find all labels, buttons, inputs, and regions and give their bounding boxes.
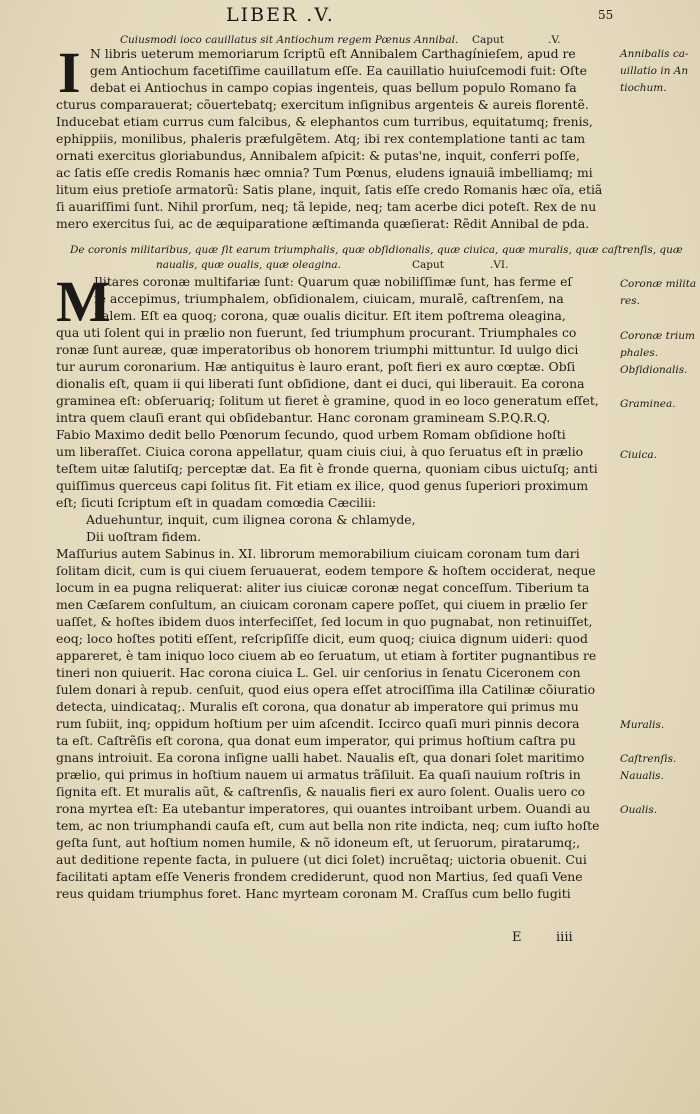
text-line: ac ſatis eſſe credis Romanis hæc omnia? Tum Pœnus, eludens ignauiã imbelliamq; mi (56, 165, 593, 180)
text-line: dionalis eſt, quam ii qui liberati ſunt obſidione, dant ei duci, qui liberauit. Ea corona (56, 376, 585, 391)
text-line: debat ei Antiochus in campo copias ingenteis, quas bellum populo Romano fa (90, 80, 577, 95)
text-line: ſi auariſſimi ſunt. Nihil prorſum, neq; tã lepide, neq; tam acerbe dici poteſt. Rex de nu (56, 199, 597, 214)
text-line: Maſſurius autem Sabinus in. XI. librorum memorabilium ciuicam coronam tum dari (56, 546, 580, 561)
text-line: Fabio Maximo dedit bello Pœnorum ſecundo, quod urbem Romam obſidione hoſti (56, 427, 566, 442)
text-line: cturus comparauerat; cõuertebatq; exercitum inſignibus argenteis & aureis florentẽ. (56, 97, 589, 112)
text-line: tem, ac non triumphandi cauſa eſt, cum aut bella non rite indicta, neq; cum iuſto hoſte (56, 818, 600, 833)
margin-note: Obſidionalis. (620, 364, 688, 376)
chapter-5-description: Cuiusmodi ioco cauillatus sit Antiochum regem Pœnus Annibal. (120, 34, 459, 46)
text-line: ſulem donari à repub. cenſuit, quod eius opera eſſet atrociſſima illa Catilinæ cõiuratio (56, 682, 596, 697)
text-line: facilitati aptam eſſe Veneris frondem crediderunt, quod non Martius, ſed quaſi Vene (56, 869, 583, 884)
verse-line: Dii uoſtram fidem. (86, 529, 202, 544)
text-line: Ilitares coronæ multifariæ ſunt: Quarum quæ nobiliſſimæ ſunt, has ferme eſ (94, 274, 572, 289)
text-line: rum ſubiit, inq; oppidum hoſtium per uim aſcendit. Iccirco quaſi muri pinnis decora (56, 716, 580, 731)
chapter-5-initial: I (58, 40, 81, 105)
margin-note: Naualis. (620, 770, 664, 782)
text-line: graminea eſt: obſeruariq; ſolitum ut fieret è gramine, quod in eo loco generatum eſſet, (56, 393, 599, 408)
chapter-5-number: .V. (548, 34, 561, 46)
text-line: appareret, è tam iniquo loco ciuem ab eo ſeruatum, ut etiam à fortiter pugnantibus re (56, 648, 597, 663)
verse-line: Aduehuntur, inquit, cum ilignea corona & chlamyde, (86, 512, 416, 527)
margin-note: Muralis. (620, 719, 665, 731)
chapter-6-description-line2: naualis, quæ oualis, quæ oleagina. (156, 259, 341, 271)
chapter-6-body (56, 269, 612, 902)
text-line: men Cæſarem conſultum, an ciuicam coronam capere poſſet, qui ciuem in prælio ſer (56, 597, 588, 612)
running-head (0, 4, 700, 26)
text-line: ſignita eſt. Et muralis aũt, & caſtrenſis, & naualis fieri ex auro ſolent. Oualis uero co (56, 784, 586, 799)
margin-note: uillatio in An (620, 65, 689, 77)
text-line: rona myrtea eſt: Ea utebantur imperatores, qui ouantes introibant urbem. Ouandi au (56, 801, 591, 816)
text-line: geſta ſunt, aut hoſtium nomen humile, & nõ idoneum eſt, ut ſeruorum, piratarumq;, (56, 835, 581, 850)
margin-note: Caſtrenſis. (620, 753, 677, 765)
text-line: aut deditione repente facta, in puluere (ut dici ſolet) incruẽtaq; uictoria obuenit. Cui (56, 852, 587, 867)
margin-note: Annibalis ca- (620, 48, 689, 60)
text-line: mero exercitus ſui, ac de æquiparatione æſtimanda quæſierat: Rẽdit Annibal de pda. (56, 216, 590, 231)
text-line: prælio, qui primus in hoſtium nauem ui armatus trãſiluit. Ea quaſi nauium roſtris in (56, 767, 581, 782)
text-line: tineri non quiuerit. Hac corona ciuica L. Gel. uir cenſorius in ſenatu Ciceronem con (56, 665, 581, 680)
text-line: eoq; loco hoſtes potiti eſſent, reſcripſiſſe dicit, eum quoq; ciuica dignum uideri: quod (56, 631, 588, 646)
text-line: detecta, uindicataq;. Muralis eſt corona, qua donatur ab imperatore qui primus mu (56, 699, 579, 714)
text-line: gnans introiuit. Ea corona inſigne ualli habet. Naualis eſt, qua donari ſolet maritimo (56, 750, 585, 765)
chapter-6-caput-label: Caput (412, 259, 444, 271)
margin-note: Graminea. (620, 398, 676, 410)
page-number: 55 (598, 8, 614, 22)
text-line: teſtem uitæ ſalutiſq; perceptæ dat. Ea fit è fronde querna, quoniam cibus uictuſq; anti (56, 461, 598, 476)
text-line: locum in ea pugna reliquerat: aliter ius ciuicæ coronæ negat conceſſum. Tiberium ta (56, 580, 590, 595)
margin-note: Coronæ trium (620, 330, 695, 342)
margin-note: Ciuica. (620, 449, 657, 461)
text-line: quiſſimus querceus capi ſolitus ſit. Fit etiam ex ilice, quod genus ſuperiori proximum (56, 478, 589, 493)
text-line: intra quem clauſi erant qui obſidebantur. Hanc coronam gramineam S.P.Q.R.Q. (56, 410, 551, 425)
text-line: tur aurum coronarium. Hæ antiquitus è lauro erant, poſt fieri ex auro cœptæ. Obſi (56, 359, 576, 374)
text-line: reus quidam triumphus foret. Hanc myrteam coronam M. Craſſus cum bello fugiti (56, 886, 571, 901)
text-line: ornati exercitus gloriabundus, Annibalem aſpicit: & putas'ne, inquit, conferri poſſe, (56, 148, 580, 163)
margin-note: res. (620, 295, 640, 307)
text-line: ephippiis, monilibus, phaleris præfulgẽtem. Atq; ibi rex contemplatione tanti ac tam (56, 131, 586, 146)
text-line: ronæ ſunt aureæ, quæ imperatoribus ob honorem triumphi mittuntur. Id uulgo dici (56, 342, 579, 357)
text-line: qua uti ſolent qui in prælio non fuerunt, ſed triumphum procurant. Triumphales co (56, 325, 577, 340)
text-line: um liberaſſet. Ciuica corona appellatur, quam ciuis ciui, à quo ſeruatus eſt in prælio (56, 444, 584, 459)
chapter-6-initial: M (56, 269, 111, 334)
margin-note: Oualis. (620, 804, 658, 816)
signature-leaf: iiii (556, 930, 573, 945)
margin-note: phales. (620, 347, 659, 359)
chapter-6-description-line1: De coronis militaribus, quæ ſit earum triumphalis, quæ obſidionalis, quæ ciuica, quæ muralis, quæ caſtrenſis, quæ (70, 244, 683, 256)
text-line: ta eſt. Caſtrẽſis eſt corona, qua donat eum imperator, qui primus hoſtium caſtra pu (56, 733, 576, 748)
text-line: Inducebat etiam currus cum falcibus, & elephantos cum turribus, equitatumq; frenis, (56, 114, 593, 129)
signature-mark: E (512, 930, 522, 945)
margin-note: Coronæ milita (620, 278, 697, 290)
text-line: ualem. Eſt ea quoq; corona, quæ oualis dicitur. Eſt item poſtrema oleagina, (94, 308, 566, 323)
margin-note: tiochum. (620, 82, 667, 94)
text-line: uaſſet, & hoſtes ibidem duos interfeciſſet, ſed locum in quo pugnabat, non retinuiſſet, (56, 614, 593, 629)
text-line: ſolitam dicit, cum is qui ciuem ſeruauerat, eodem tempore & hoſtem occiderat, neque (56, 563, 596, 578)
text-line: N libris ueterum memoriarum ſcriptũ eſt Annibalem Carthagínieſem, apud re (90, 46, 576, 61)
chapter-5-caput-label: Caput (472, 34, 504, 46)
text-line: eſt; ſicuti ſcriptum eſt in quadam comœdia Cæcilii: (56, 495, 377, 510)
text-line: gem Antiochum facetiſſime cauillatum eſſe. Ea cauillatio huiuſcemodi fuit: Oſte (90, 63, 587, 78)
text-line: litum eius pretioſe armatorũ: Satis plane, inquit, ſatis eſſe credo Romanis hæc oĩa, etiã (56, 182, 603, 197)
text-line: ſe accepimus, triumphalem, obſidionalem, ciuicam, muralẽ, caſtrenſem, na (94, 291, 564, 306)
running-head-title: LIBER .V. (226, 4, 335, 26)
chapter-6-number: .VI. (490, 259, 509, 271)
